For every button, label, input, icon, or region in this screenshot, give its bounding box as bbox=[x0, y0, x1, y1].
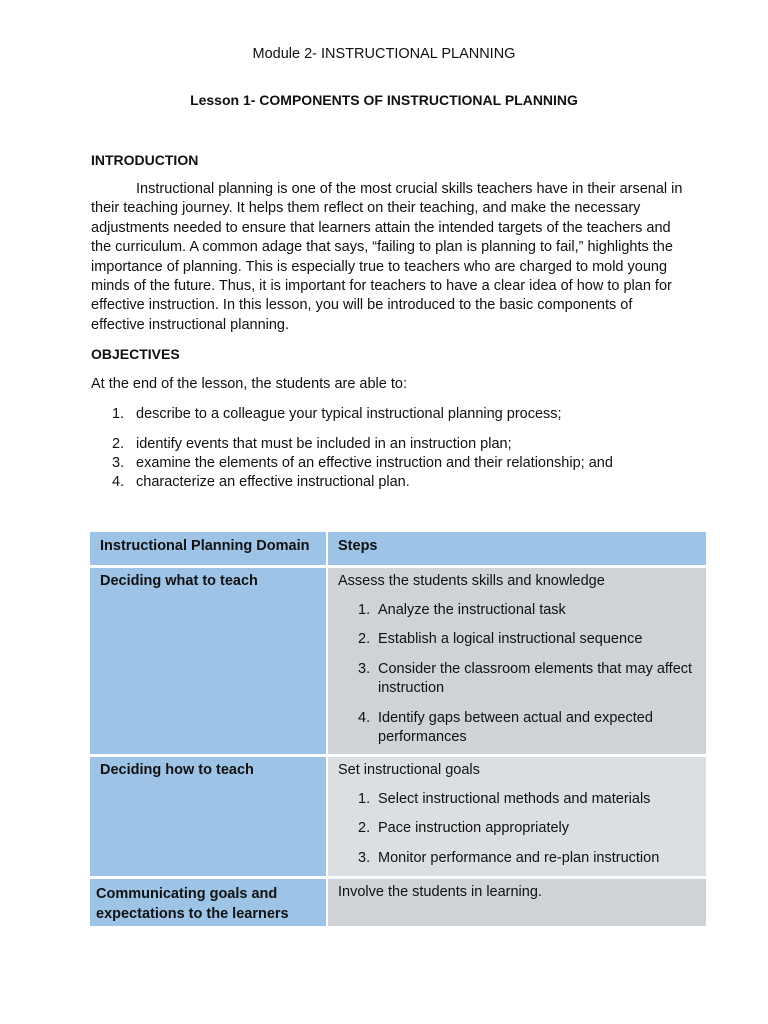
steps-cell bbox=[327, 877, 706, 927]
lesson-title: Lesson 1- COMPONENTS OF INSTRUCTIONAL PLANNING bbox=[190, 92, 578, 108]
header-domain: Instructional Planning Domain bbox=[100, 538, 310, 554]
domain-cell bbox=[90, 877, 327, 927]
objective-item bbox=[112, 406, 562, 422]
objective-text: identify events that must be included in an instruction plan; bbox=[136, 436, 512, 452]
steps-list bbox=[328, 790, 706, 869]
objective-item bbox=[112, 455, 613, 471]
table-row bbox=[90, 566, 706, 755]
step-item bbox=[358, 601, 696, 621]
steps-lead: Set instructional goals bbox=[338, 761, 480, 778]
step-text: Identify gaps between actual and expected performances bbox=[378, 709, 653, 746]
step-number: 1. bbox=[358, 790, 371, 807]
introduction-paragraph: Instructional planning is one of the most crucial skills teachers have in their arsenal in their teaching journey. It helps them reflect on their teaching, and make the necessary adjustments needed to ensure that learners attain the intended targets of the teachers and the curriculum. A common adage that says, “failing to plan is planning to fail,” highlights the importance of planning. This is especially true to teachers who are charged to mold young minds of the future. Thus, it is important for teachers to have a clear idea of how to plan for effective instruction. In this lesson, you will be introduced to the basic components of effective instructional planning. bbox=[91, 181, 683, 333]
objective-number: 2. bbox=[112, 436, 125, 452]
step-text: Monitor performance and re-plan instruction bbox=[378, 849, 660, 866]
header-steps: Steps bbox=[338, 538, 378, 554]
step-text: Analyze the instructional task bbox=[378, 601, 566, 618]
step-number: 3. bbox=[358, 849, 371, 866]
step-text: Establish a logical instructional sequence bbox=[378, 631, 643, 648]
step-number: 2. bbox=[358, 820, 371, 837]
objective-number: 4. bbox=[112, 474, 125, 490]
objective-item bbox=[112, 474, 410, 490]
table-row bbox=[90, 877, 706, 927]
step-item bbox=[358, 660, 696, 699]
objectives-lead: At the end of the lesson, the students are able to: bbox=[91, 376, 407, 392]
header-domain-cell bbox=[90, 532, 327, 566]
module-title: Module 2- INSTRUCTIONAL PLANNING bbox=[252, 46, 516, 62]
step-number: 2. bbox=[358, 631, 371, 648]
steps-cell bbox=[327, 566, 706, 755]
objective-number: 3. bbox=[112, 455, 125, 471]
step-text: Consider the classroom elements that may affect instruction bbox=[378, 660, 693, 697]
introduction-heading: INTRODUCTION bbox=[91, 152, 199, 168]
objective-number: 1. bbox=[112, 406, 125, 422]
objective-item bbox=[112, 436, 512, 452]
objective-text: characterize an effective instructional plan. bbox=[136, 474, 410, 490]
step-item bbox=[358, 790, 696, 810]
domain-label: Deciding how to teach bbox=[100, 761, 254, 778]
domain-label: Communicating goals and expectations to the learners bbox=[96, 885, 289, 922]
domain-label: Deciding what to teach bbox=[100, 572, 258, 589]
step-item bbox=[358, 849, 696, 869]
objectives-heading: OBJECTIVES bbox=[91, 346, 180, 362]
step-number: 3. bbox=[358, 660, 371, 677]
step-item bbox=[358, 630, 696, 650]
objective-text: describe to a colleague your typical instructional planning process; bbox=[136, 406, 562, 422]
table-row bbox=[90, 755, 706, 877]
steps-list bbox=[328, 601, 706, 749]
step-text: Select instructional methods and materials bbox=[378, 790, 651, 807]
steps-lead: Assess the students skills and knowledge bbox=[338, 572, 605, 589]
objective-text: examine the elements of an effective instruction and their relationship; and bbox=[136, 455, 613, 471]
domain-cell bbox=[90, 566, 327, 755]
planning-table bbox=[90, 532, 706, 929]
step-number: 1. bbox=[358, 601, 371, 618]
step-text: Pace instruction appropriately bbox=[378, 820, 570, 837]
domain-cell bbox=[90, 755, 327, 877]
header-steps-cell bbox=[327, 532, 706, 566]
table-header-row bbox=[90, 532, 706, 566]
step-item bbox=[358, 709, 696, 748]
step-item bbox=[358, 819, 696, 839]
step-number: 4. bbox=[358, 709, 371, 726]
steps-lead: Involve the students in learning. bbox=[338, 883, 542, 900]
steps-cell bbox=[327, 755, 706, 877]
